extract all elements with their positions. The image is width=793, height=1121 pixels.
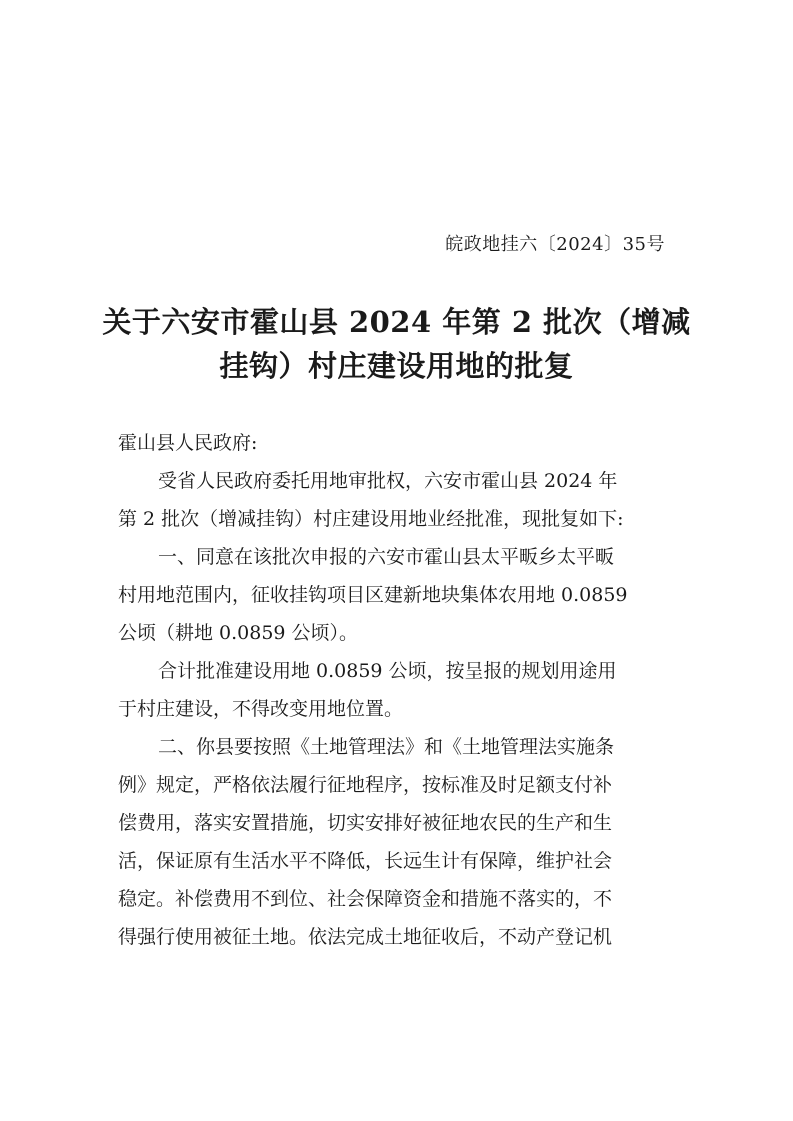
title-line: 关于六安市霍山县 2024 年第 2 批次（增减: [102, 305, 691, 339]
paragraph-line: 得强行使用被征土地。依法完成土地征收后，不动产登记机: [118, 926, 613, 948]
addressee: 霍山县人民政府:: [118, 432, 258, 454]
paragraph-line: 公顷（耕地 0.0859 公顷）。: [118, 622, 359, 644]
title-line: 挂钩）村庄建设用地的批复: [219, 349, 574, 383]
paragraph-line: 二、你县要按照《土地管理法》和《土地管理法实施条: [158, 736, 615, 758]
paragraph-line: 村用地范围内，征收挂钩项目区建新地块集体农用地 0.0859: [118, 584, 628, 606]
paragraph-line: 第 2 批次（增减挂钩）村庄建设用地业经批准，现批复如下:: [118, 508, 624, 530]
paragraph-line: 一、同意在该批次申报的六安市霍山县太平畈乡太平畈: [158, 546, 615, 568]
paragraph-line: 活，保证原有生活水平不降低，长远生计有保障，维护社会: [118, 850, 613, 872]
paragraph-line: 例》规定，严格依法履行征地程序，按标准及时足额支付补: [118, 774, 613, 796]
paragraph-line: 受省人民政府委托用地审批权，六安市霍山县 2024 年: [158, 470, 618, 492]
paragraph-line: 稳定。补偿费用不到位、社会保障资金和措施不落实的，不: [118, 888, 613, 910]
paragraph-line: 合计批准建设用地 0.0859 公顷，按呈报的规划用途用: [158, 660, 617, 682]
document-number: 皖政地挂六〔2024〕35号: [445, 234, 665, 255]
document-title: [0, 300, 793, 388]
document-body: [118, 424, 678, 956]
paragraph-line: 偿费用，落实安置措施，切实安排好被征地农民的生产和生: [118, 812, 613, 834]
paragraph-line: 于村庄建设，不得改变用地位置。: [118, 698, 404, 720]
